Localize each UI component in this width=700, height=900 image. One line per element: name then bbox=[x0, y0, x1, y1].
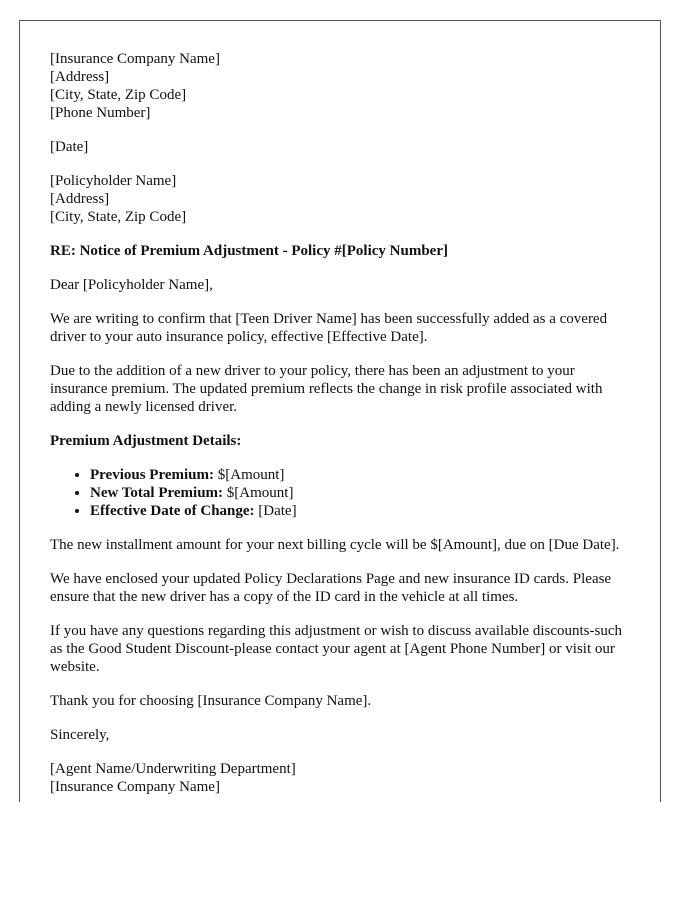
salutation: Dear [Policyholder Name], bbox=[50, 277, 213, 293]
recipient-name: [Policyholder Name] bbox=[50, 173, 177, 189]
letter-date: [Date] bbox=[50, 139, 89, 155]
details-heading: Premium Adjustment Details: bbox=[50, 433, 242, 449]
paragraph-questions: If you have any questions regarding this adjustment or wish to discuss available discounts-such as the Good Student Discount-please contact your agent at [Agent Phone Number] or visit our website. bbox=[50, 623, 622, 675]
paragraph-enclosures: We have enclosed your updated Policy Declarations Page and new insurance ID cards. Please ensure that the new driver has a copy of the ID card in the vehicle at all times. bbox=[50, 571, 612, 605]
details-list bbox=[50, 466, 635, 520]
detail-label: Effective Date of Change: bbox=[90, 503, 255, 519]
sender-company: [Insurance Company Name] bbox=[50, 51, 220, 67]
list-item bbox=[90, 484, 635, 502]
signoff: Sincerely, bbox=[50, 727, 110, 743]
list-item bbox=[90, 502, 635, 520]
detail-label: Previous Premium: bbox=[90, 467, 215, 483]
detail-value: $[Amount] bbox=[214, 467, 285, 483]
subject-line: RE: Notice of Premium Adjustment - Policy #[Policy Number] bbox=[50, 243, 448, 259]
signer-company: [Insurance Company Name] bbox=[50, 779, 220, 795]
paragraph-adjustment-reason: Due to the addition of a new driver to your policy, there has been an adjustment to your insurance premium. The updated premium reflects the change in risk profile associated with adding a newly licensed driver. bbox=[50, 363, 603, 415]
sender-address: [Address] bbox=[50, 69, 110, 85]
signer-name: [Agent Name/Underwriting Department] bbox=[50, 761, 296, 777]
paragraph-thanks: Thank you for choosing [Insurance Company Name]. bbox=[50, 693, 372, 709]
sender-city-state-zip: [City, State, Zip Code] bbox=[50, 87, 187, 103]
sender-address-block bbox=[50, 50, 635, 122]
detail-value: $[Amount] bbox=[223, 485, 294, 501]
recipient-address: [Address] bbox=[50, 191, 110, 207]
paragraph-confirmation: We are writing to confirm that [Teen Driver Name] has been successfully added as a covered driver to your auto insurance policy, effective [Effective Date]. bbox=[50, 311, 608, 345]
detail-value: [Date] bbox=[254, 503, 297, 519]
recipient-address-block bbox=[50, 172, 635, 226]
paragraph-installment: The new installment amount for your next billing cycle will be $[Amount], due on [Due Date]. bbox=[50, 537, 620, 553]
recipient-city-state-zip: [City, State, Zip Code] bbox=[50, 209, 187, 225]
sender-phone: [Phone Number] bbox=[50, 105, 151, 121]
detail-label: New Total Premium: bbox=[90, 485, 224, 501]
letter-body bbox=[50, 50, 635, 796]
letter-page bbox=[19, 20, 661, 802]
list-item bbox=[90, 466, 635, 484]
signature-block bbox=[50, 760, 635, 796]
